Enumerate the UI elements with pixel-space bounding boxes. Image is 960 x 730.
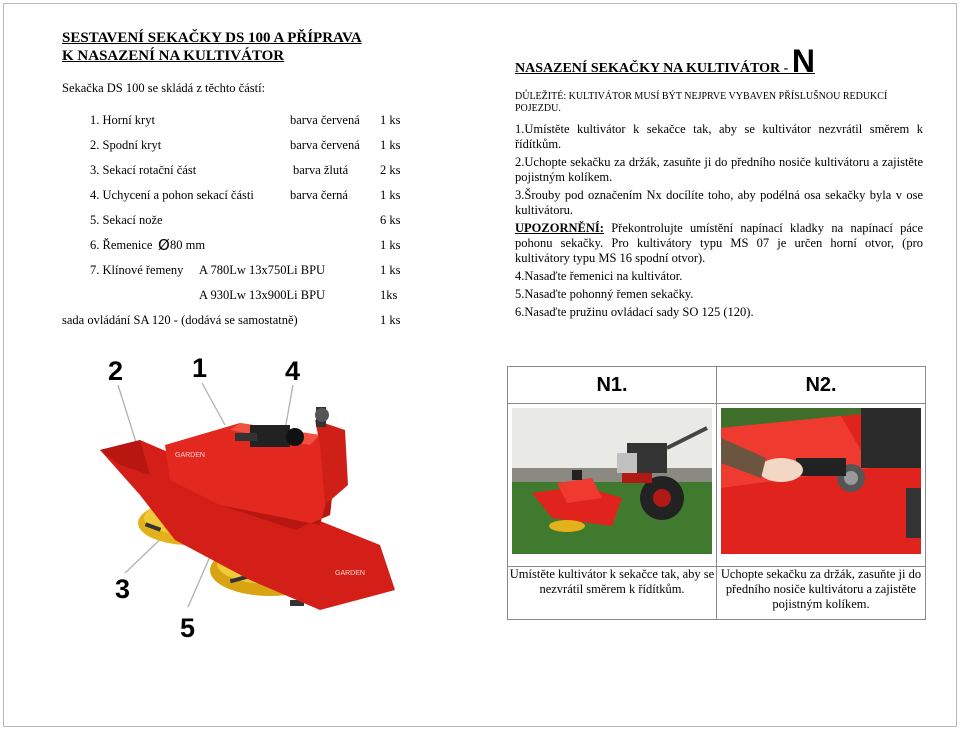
part-qty: 1 ks xyxy=(380,138,401,152)
part-name: 6. Řemenice xyxy=(90,238,153,252)
part-name: 3. Sekací rotační část xyxy=(90,163,197,177)
part-qty: 1 ks xyxy=(380,238,401,252)
kit-name: sada ovládání SA 120 - (dodává se samostatně) xyxy=(62,313,298,327)
warning-label: UPOZORNĚNÍ: xyxy=(515,221,604,235)
part-spec: A 930Lw 13x900Li BPU xyxy=(199,288,326,302)
right-title xyxy=(515,43,815,80)
diagram-label-3: 3 xyxy=(115,574,131,604)
right-title-text: NASAZENÍ SEKAČKY NA KULTIVÁTOR - xyxy=(515,61,792,76)
part-name: 7. Klínové řemeny xyxy=(90,263,184,277)
parts-intro: Sekačka DS 100 se skládá z těchto částí: xyxy=(62,81,266,95)
kit-qty: 1 ks xyxy=(380,313,401,327)
warning xyxy=(515,221,923,266)
svg-text:GARDEN: GARDEN xyxy=(175,452,205,459)
warning-text: Překontrolujte umístění napínací kladky na napínací páce pohonu sekačky. Pro kultivátory typu MS 07 je určen horní otvor, (pro kultivátory typu MS 16 spodní otvor). xyxy=(515,221,923,265)
diagram-label-1: 1 xyxy=(192,353,208,383)
diagram-label-4: 4 xyxy=(285,356,301,386)
step-4: 4.Nasaďte řemenici na kultivátor. xyxy=(515,269,683,283)
part-name: 1. Horní kryt xyxy=(90,113,155,127)
caption-n2: Uchopte sekačku za držák, zasuňte ji do předního nosiče kultivátoru a zajistěte pojistným kolíkem. xyxy=(717,567,926,620)
step-3: 3.Šrouby pod označením Nx docílíte toho, aby podélná osa sekačky byla v ose kultivátoru. xyxy=(515,188,923,217)
mower-diagram xyxy=(80,345,430,650)
step-2: 2.Uchopte sekačku za držák, zasuňte ji do předního nosiče kultivátoru a zajistěte pojistným kolíkem. xyxy=(515,155,923,184)
photo-table xyxy=(507,366,926,620)
photo-label-n1: N1. xyxy=(508,367,717,404)
part-name: 2. Spodní kryt xyxy=(90,138,162,152)
right-title-letter: N xyxy=(791,43,815,79)
caption-n1: Umístěte kultivátor k sekačce tak, aby se nezvrátil směrem k řídítkům. xyxy=(508,567,717,620)
part-qty: 1 ks xyxy=(380,263,401,277)
part-qty: 1ks xyxy=(380,288,398,302)
photo-n2 xyxy=(721,408,921,554)
part-diameter: 80 mm xyxy=(170,238,206,252)
important-note: DŮLEŽITÉ: KULTIVÁTOR MUSÍ BÝT NEJPRVE VYBAVEN PŘÍSLUŠNOU REDUKCÍ POJEZDU. xyxy=(515,91,888,114)
part-qty: 1 ks xyxy=(380,188,401,202)
diameter-symbol: Ø xyxy=(158,236,170,254)
diagram-label-5: 5 xyxy=(180,613,196,643)
part-color: barva černá xyxy=(290,188,348,202)
part-spec: A 780Lw 13x750Li BPU xyxy=(199,263,326,277)
part-color: barva žlutá xyxy=(293,163,349,177)
instruction-steps xyxy=(515,122,923,323)
part-name: 4. Uchycení a pohon sekací části xyxy=(90,188,254,202)
step-5: 5.Nasaďte pohonný řemen sekačky. xyxy=(515,287,694,301)
step-6: 6.Nasaďte pružinu ovládací sady SO 125 (120). xyxy=(515,305,754,319)
photo-label-n2: N2. xyxy=(717,367,926,404)
part-color: barva červená xyxy=(290,138,360,152)
part-name: 5. Sekací nože xyxy=(90,213,163,227)
photo-n1 xyxy=(512,408,712,554)
part-qty: 2 ks xyxy=(380,163,401,177)
step-1: 1.Umístěte kultivátor k sekačce tak, aby se kultivátor nezvrátil směrem k řídítkům. xyxy=(515,122,923,151)
main-title-line1: SESTAVENÍ SEKAČKY DS 100 A PŘÍPRAVA xyxy=(62,30,362,46)
svg-text:GARDEN: GARDEN xyxy=(335,570,365,577)
part-qty: 1 ks xyxy=(380,113,401,127)
part-color: barva červená xyxy=(290,113,360,127)
diagram-label-2: 2 xyxy=(108,356,124,386)
part-qty: 6 ks xyxy=(380,213,401,227)
parts-list xyxy=(0,0,480,340)
main-title-line2: K NASAZENÍ NA KULTIVÁTOR xyxy=(62,48,285,64)
